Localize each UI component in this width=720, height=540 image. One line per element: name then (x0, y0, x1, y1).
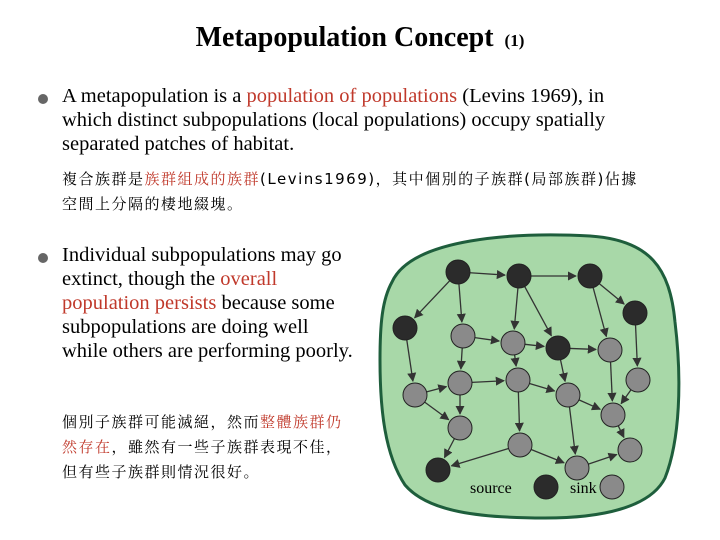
bullet2-text-b: because some subpopulations are doing well while others are performing poorly. (62, 292, 353, 362)
source-label: source (470, 480, 512, 497)
sink-patch (601, 403, 625, 427)
sink-patch (556, 383, 580, 407)
title-subtitle: (1) (504, 31, 525, 50)
bullet2-zh-a: 個別子族群可能滅絕，然而 (62, 413, 261, 431)
legend-source-marker (534, 475, 558, 499)
source-patch (578, 264, 602, 288)
bullet2-zh-highlight: 整體族群仍然存在 (62, 413, 343, 456)
bullet1-zh-a: 複合族群是 (62, 170, 145, 188)
sink-patch (508, 433, 532, 457)
bullet2-zh-b: ，雖然有一些子族群表現不佳，但有些子族群則情況很好。 (62, 438, 343, 481)
sink-patch (565, 456, 589, 480)
sink-patch (448, 371, 472, 395)
sink-patch (626, 368, 650, 392)
sink-patch (403, 383, 427, 407)
sink-patch (506, 368, 530, 392)
sink-patch (598, 338, 622, 362)
title-main: Metapopulation Concept (195, 22, 494, 53)
source-patch (393, 316, 417, 340)
sink-patch (618, 438, 642, 462)
source-patch (507, 264, 531, 288)
sink-patch (501, 331, 525, 355)
bullet2-highlight: overall population persists (62, 268, 278, 314)
bullet1-zh-b: (Levins1969)，其中個別的子族群(局部族群)佔據空間上分隔的棲地綴塊。 (62, 170, 638, 213)
bullet1-highlight: population of populations (246, 85, 458, 107)
source-patch (546, 336, 570, 360)
source-patch (623, 301, 647, 325)
bullet1-text-a: A metapopulation is a (62, 85, 247, 107)
source-patch (446, 260, 470, 284)
sink-patch (448, 416, 472, 440)
sink-label: sink (570, 480, 597, 497)
source-patch (426, 458, 450, 482)
bullet1-zh-highlight: 族群組成的族群 (144, 170, 261, 188)
bullet2-text-a: Individual subpopulations may go extinct, though the (62, 244, 342, 290)
bullet1-text-b: (Levins 1969), in which distinct subpopulations (local populations) occupy spatially separated patches of habitat. (62, 85, 606, 155)
sink-patch (451, 324, 475, 348)
legend-sink-marker (600, 475, 624, 499)
